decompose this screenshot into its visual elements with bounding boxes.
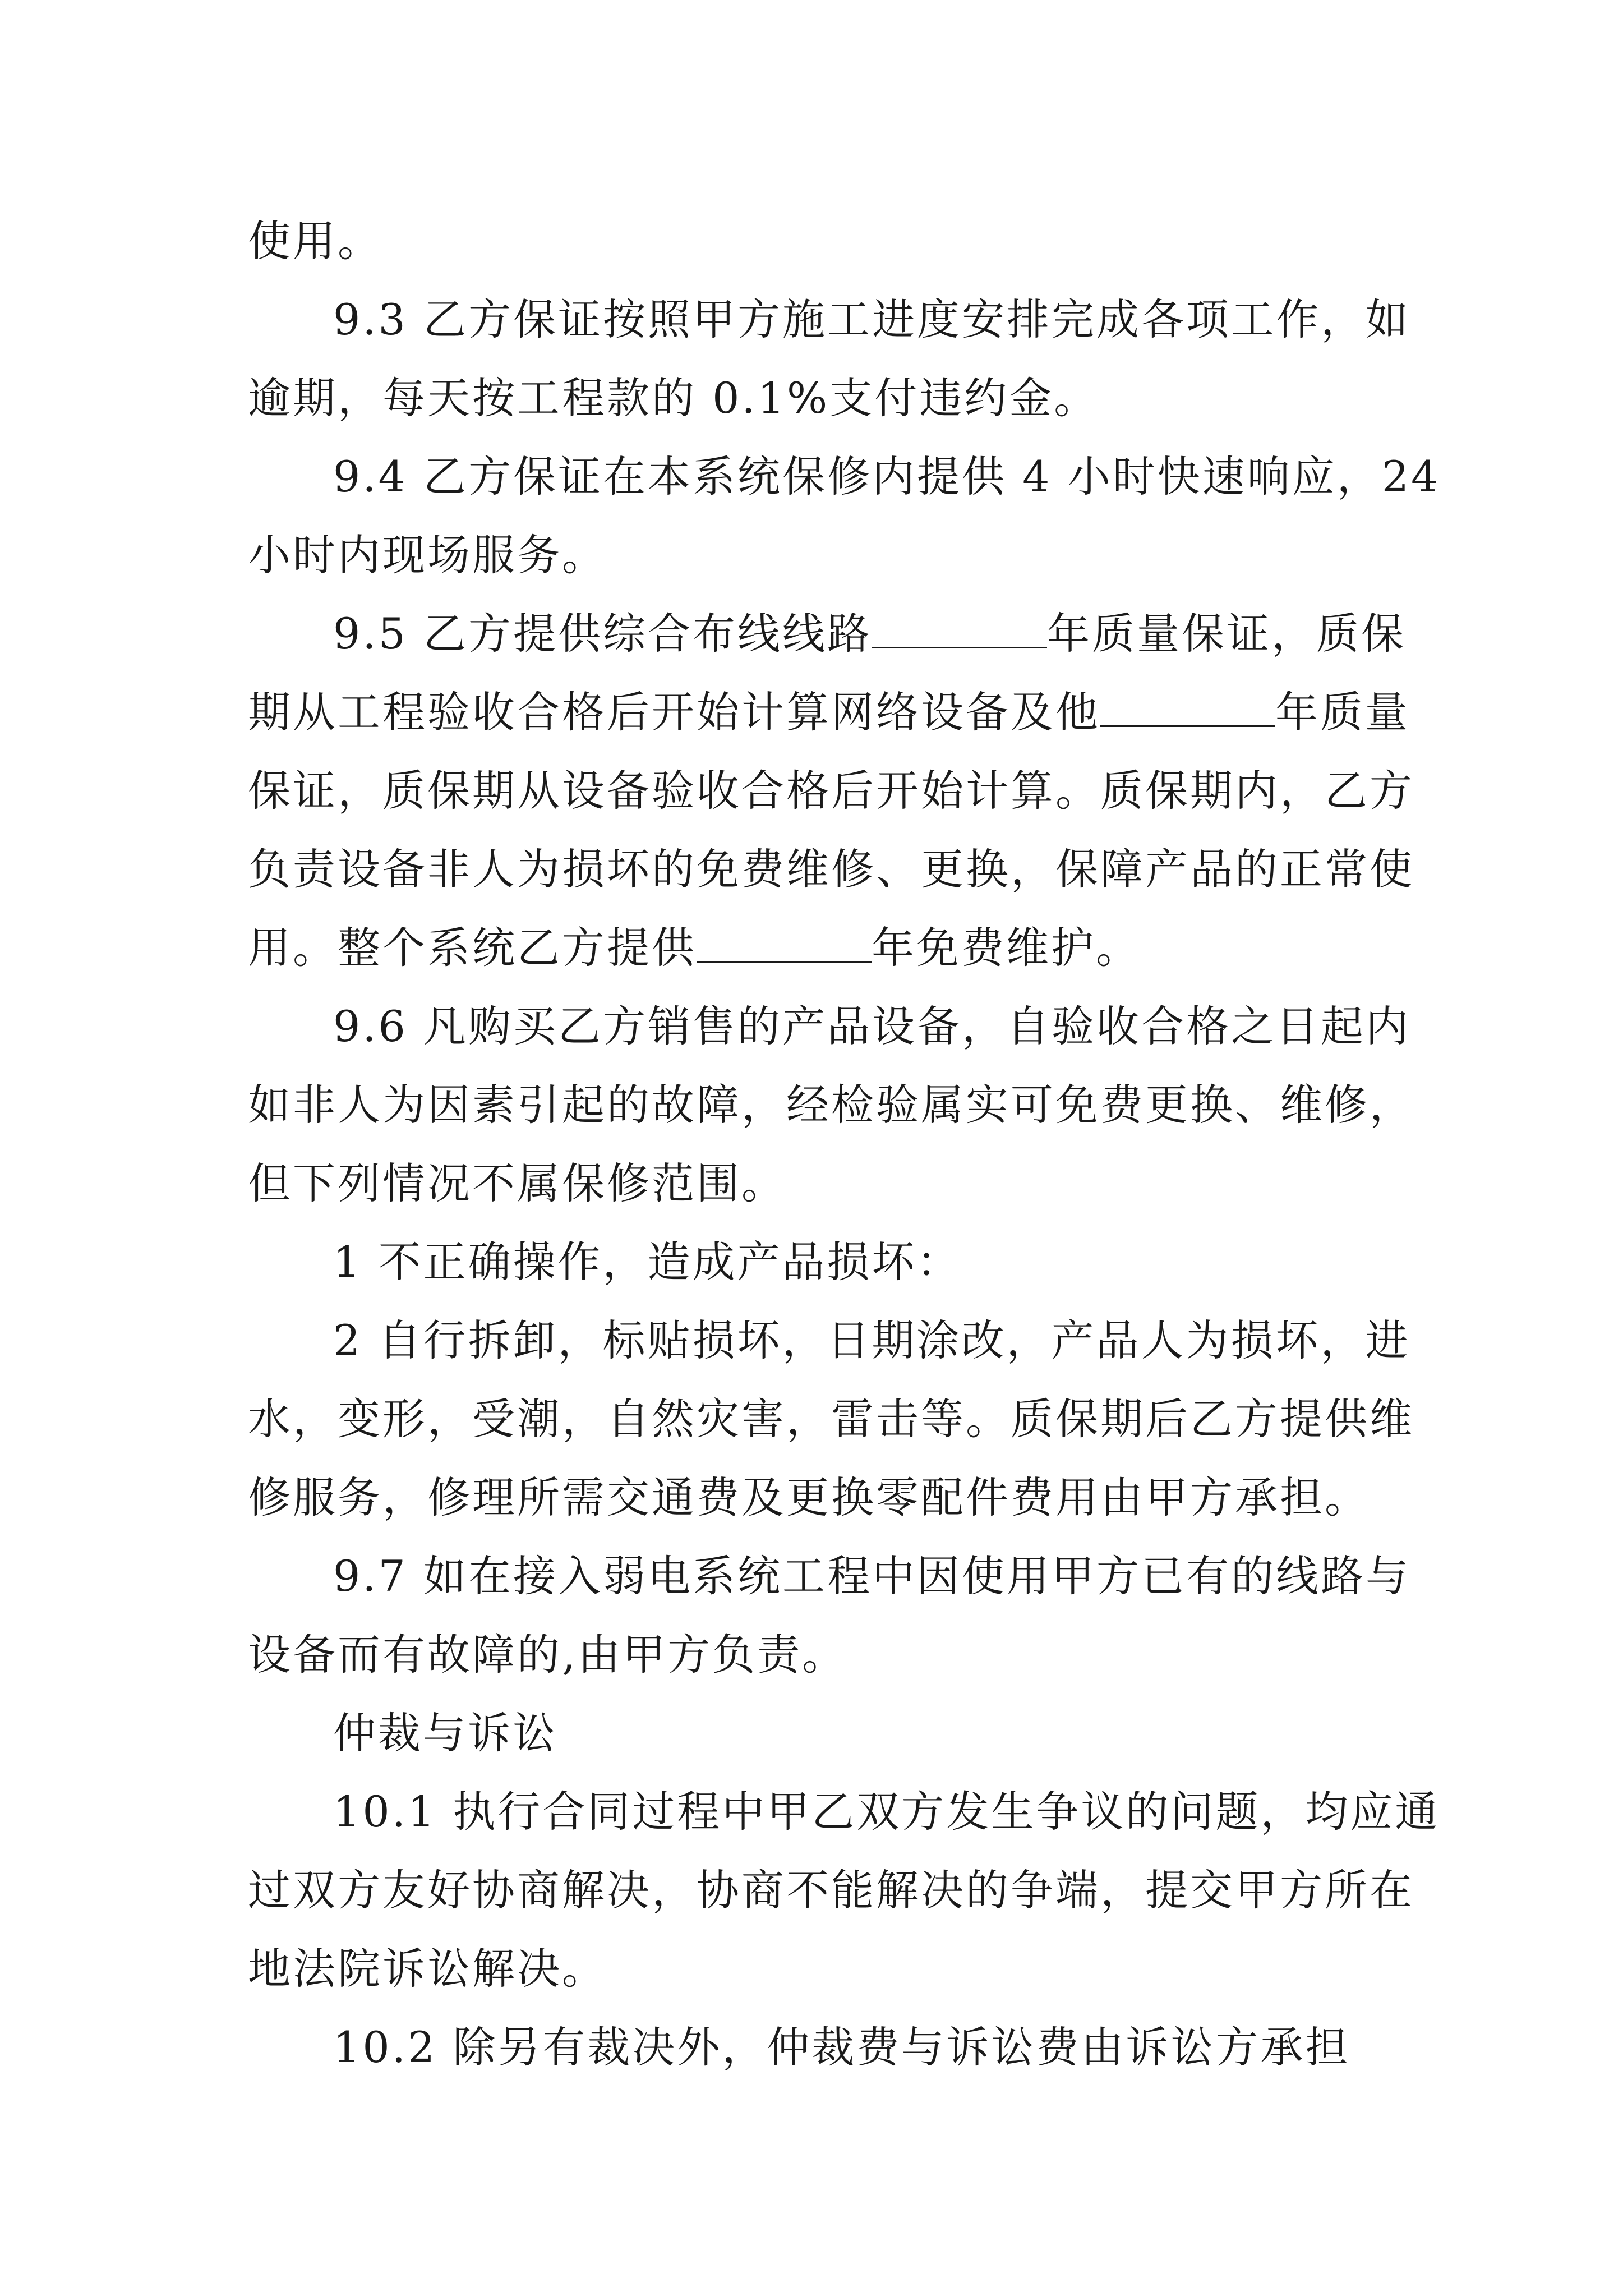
document-body: [248, 202, 1441, 2087]
text-segment: 年质量: [1275, 687, 1410, 737]
text-segment: 年质量保证，质保: [1047, 609, 1407, 659]
text-segment: 期从工程验收合格后开始计算网络设备及他: [248, 687, 1100, 737]
clause-10-2: 10.2 除另有裁决外，仲裁费与诉讼费由诉讼方承担: [333, 2022, 1350, 2072]
text-line: 负责设备非人为损坏的免费维修、更换，保障产品的正常使: [248, 844, 1414, 894]
text-line: 修服务，修理所需交通费及更换零配件费用由甲方承担。: [248, 1473, 1370, 1522]
text-line: 小时内现场服务。: [248, 530, 607, 580]
clause-10-1: 10.1 执行合同过程中甲乙双方发生争议的问题，均应通: [333, 1787, 1440, 1837]
clause-9-3: 9.3 乙方保证按照甲方施工进度安排完成各项工作，如: [333, 295, 1411, 344]
clause-9-6: 9.6 凡购买乙方销售的产品设备，自验收合格之日起内: [333, 1001, 1411, 1051]
text-line: [248, 909, 1392, 987]
text-line: 过双方友好协商解决，协商不能解决的争端，提交甲方所在: [248, 1865, 1414, 1915]
text-line: 地法院诉讼解决。: [248, 1944, 607, 1994]
text-line: 水，变形，受潮，自然灾害，雷击等。质保期后乙方提供维: [248, 1394, 1414, 1444]
text-line: 如非人为因素引起的故障，经检验属实可免费更换、维修，: [248, 1080, 1414, 1130]
fill-in-blank: [1100, 686, 1275, 727]
text-line: 但下列情况不属保修范围。: [248, 1158, 786, 1208]
clause-9-7: 9.7 如在接入弱电系统工程中因使用甲方已有的线路与: [333, 1551, 1411, 1601]
text-segment: 9.5 乙方提供综合布线线路: [333, 609, 873, 659]
clause-9-4: 9.4 乙方保证在本系统保修内提供 4 小时快速响应，24: [333, 452, 1441, 501]
text-segment: 用。整个系统乙方提供: [248, 923, 697, 973]
list-item-2: 2 自行拆卸，标贴损坏，日期涂改，产品人为损坏，进: [333, 1315, 1410, 1365]
text-line: 设备而有故障的,由甲方负责。: [248, 1630, 847, 1680]
clause-9-5: [248, 595, 1407, 673]
text-line: 使用。: [248, 216, 382, 266]
section-heading: 仲裁与诉讼: [333, 1708, 557, 1758]
text-line: 保证，质保期从设备验收合格后开始计算。质保期内，乙方: [248, 766, 1414, 816]
text-segment: 年免费维护。: [872, 923, 1141, 973]
text-line: [248, 673, 1410, 752]
fill-in-blank: [872, 608, 1047, 648]
text-line: 逾期，每天按工程款的 0.1%支付违约金。: [248, 373, 1099, 423]
fill-in-blank: [697, 922, 872, 963]
list-item-1: 1 不正确操作，造成产品损坏：: [333, 1237, 962, 1287]
